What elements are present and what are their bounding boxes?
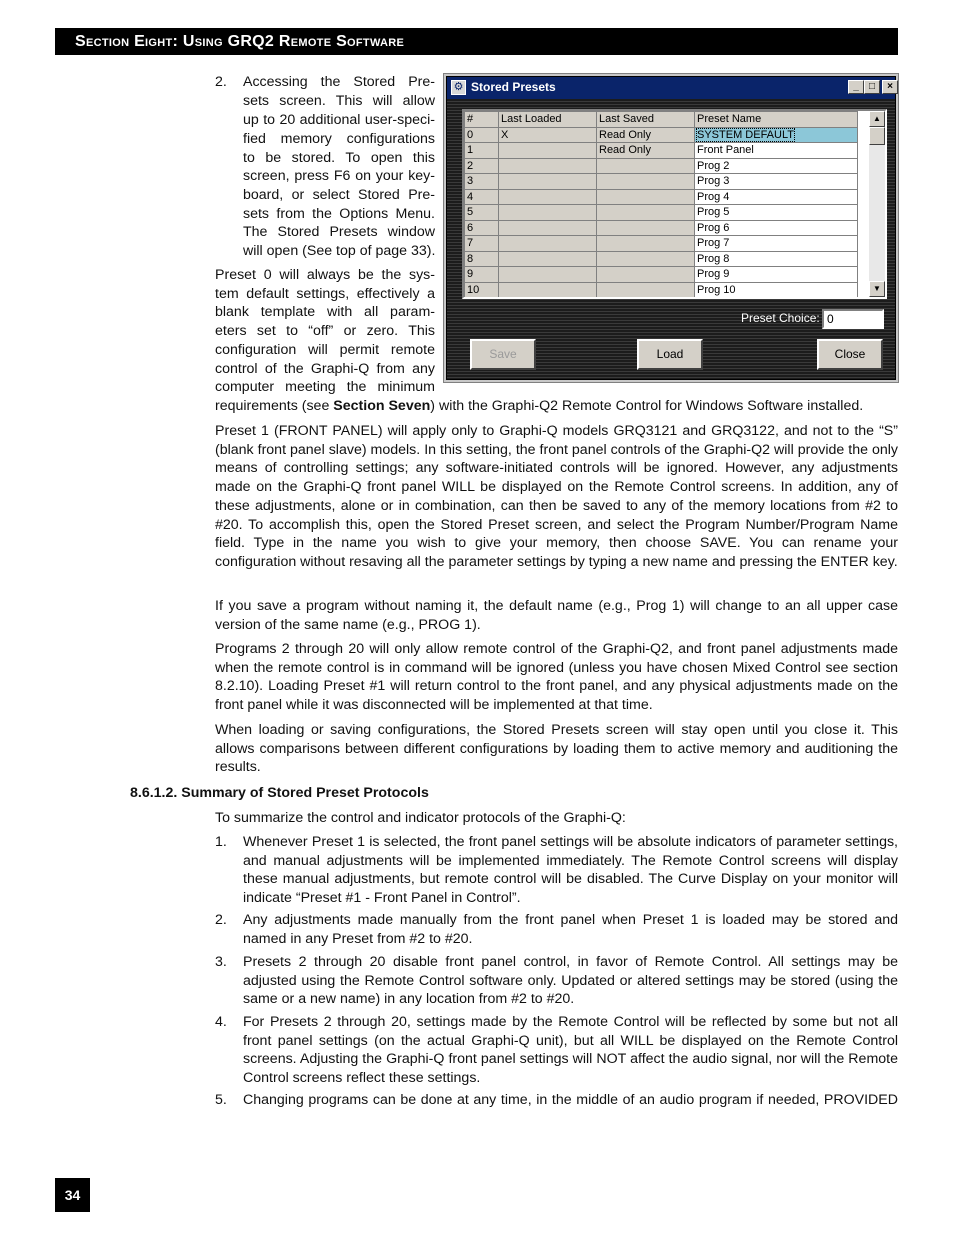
table-body	[465, 127, 858, 298]
preset0-line: eters set to “off” or zero. This	[215, 323, 435, 339]
window-body	[447, 77, 895, 379]
paragraph-naming: If you save a program without naming it, the default name (e.g., Prog 1) will change to an all upper case version of the same name (e.g., PROG 1).	[215, 598, 898, 633]
col-header-number[interactable]: #	[465, 112, 499, 128]
intro-line: sets from the Options Menu.	[243, 206, 435, 222]
list-item-number: 1.	[215, 834, 227, 850]
stored-presets-window	[444, 74, 898, 382]
cell-preset-name[interactable]	[695, 220, 858, 236]
intro-line: The Stored Presets window	[243, 224, 435, 240]
preset0-line: control of the Graphi-Q from any	[215, 361, 435, 377]
intro-line: fied memory configurations	[243, 131, 435, 147]
preset-name-text: Prog 7	[697, 237, 730, 250]
scroll-down-icon[interactable]: ▼	[869, 281, 885, 297]
cell-preset-name[interactable]	[695, 127, 858, 143]
table-row[interactable]	[465, 158, 858, 174]
preset-name-text: Prog 9	[697, 268, 730, 281]
presets-table	[464, 111, 858, 298]
preset0-tail-after: ) with the Graphi-Q2 Remote Control for Windows Software installed.	[430, 398, 864, 414]
preset0-tail	[215, 397, 898, 416]
cell-preset-name[interactable]	[695, 143, 858, 159]
cell-number[interactable]: 3	[465, 174, 499, 190]
table-header-row	[465, 112, 858, 128]
cell-number[interactable]: 4	[465, 189, 499, 205]
preset-name-text: Prog 8	[697, 252, 730, 265]
subsection-intro: To summarize the control and indicator protocols of the Graphi-Q:	[215, 810, 626, 826]
preset0-line: Preset 0 will always be the sys-	[215, 267, 435, 283]
table-row[interactable]	[465, 205, 858, 221]
cell-preset-name[interactable]	[695, 267, 858, 283]
preset-choice-input[interactable]	[822, 309, 884, 329]
cell-last-saved[interactable]	[597, 267, 695, 283]
cell-last-loaded[interactable]	[499, 205, 597, 221]
page-number: 34	[55, 1178, 90, 1212]
preset-name-text: Front Panel	[697, 144, 754, 157]
cell-number[interactable]: 2	[465, 158, 499, 174]
cell-preset-name[interactable]	[695, 189, 858, 205]
save-button[interactable]: Save	[470, 339, 536, 370]
list-item: Changing programs can be done at any time, in the middle of an audio program if needed, PROVIDED	[243, 1092, 898, 1108]
cell-last-saved[interactable]	[597, 236, 695, 252]
col-header-preset-name[interactable]: Preset Name	[695, 112, 858, 128]
cell-last-loaded[interactable]	[499, 189, 597, 205]
cell-last-loaded[interactable]	[499, 251, 597, 267]
paragraph-preset1: Preset 1 (FRONT PANEL) will apply only to Graphi-Q models GRQ3121 and GRQ3122, and not to the “S” (blank front panel slave) models. In this setting, the front panel controls of the Graphi-Q2 will provide the only means of controlling settings; any software-initiated controls will be ignored. However, any adjustments made on the Graphi-Q front panel WILL be displayed on the Remote Control screens. In addition, any of these adjustments, alone or in combination, can then be saved to any of the memory locations from #2 to #20. To accomplish this, open the Stored Preset screen, and select the Program Number/Program Name field. Type in the name you wish to give your memory, then choose SAVE. You can rename your configuration without resaving all the parameter settings by typing a new name and pressing the ENTER key.	[215, 423, 898, 570]
preset0-line: computer meeting the minimum	[215, 379, 435, 395]
intro-line: Accessing the Stored Pre-	[243, 74, 435, 90]
load-button[interactable]: Load	[637, 339, 703, 370]
section-header-bar	[55, 28, 898, 55]
list-item: Whenever Preset 1 is selected, the front panel settings will be absolute indicators of parameter settings, and manual adjustments will be implemented immediately. The Remote Control screens will display these manual adjustments, but remote control will be disabled. The Curve Display on your monitor will indicate “Preset #1 - Front Panel in Control”.	[243, 834, 898, 907]
scroll-thumb[interactable]	[869, 127, 885, 145]
intro-line: will open (See top of page 33).	[243, 243, 436, 259]
cell-last-saved[interactable]	[597, 189, 695, 205]
cell-last-loaded[interactable]	[499, 220, 597, 236]
scroll-up-icon[interactable]: ▲	[869, 111, 885, 127]
section-title: Section Eight: Using GRQ2 Remote Software	[75, 33, 405, 50]
preset0-tail-before: requirements (see	[215, 398, 334, 414]
table-row[interactable]	[465, 251, 858, 267]
cell-last-saved[interactable]	[597, 205, 695, 221]
cell-last-loaded[interactable]	[499, 143, 597, 159]
preset-choice-label: Preset Choice:	[741, 311, 820, 325]
cell-last-saved[interactable]	[597, 282, 695, 298]
cell-number[interactable]: 8	[465, 251, 499, 267]
table-row[interactable]	[465, 236, 858, 252]
preset-name-text: Prog 5	[697, 206, 730, 219]
table-row[interactable]	[465, 282, 858, 298]
window-title: Stored Presets	[471, 80, 556, 94]
preset-name-text: Prog 10	[697, 283, 736, 296]
cell-number[interactable]: 10	[465, 282, 499, 298]
intro-line: screen, press F6 on your key-	[243, 168, 435, 184]
cell-preset-name[interactable]	[695, 282, 858, 298]
preset-name-text: Prog 2	[697, 159, 730, 172]
presets-grid[interactable]	[462, 109, 887, 299]
cell-last-saved[interactable]	[597, 220, 695, 236]
cell-preset-name[interactable]	[695, 174, 858, 190]
paragraph-loading: When loading or saving configurations, the Stored Presets screen will stay open until you close it. This allows comparisons between different configurations by loading them to active memory and auditioning the results.	[215, 722, 898, 776]
maximize-button[interactable]: □	[864, 80, 880, 94]
table-row[interactable]	[465, 267, 858, 283]
intro-line: up to 20 additional user-speci-	[243, 112, 435, 128]
preset-name-text: Prog 4	[697, 190, 730, 203]
cell-number[interactable]: 1	[465, 143, 499, 159]
cell-last-loaded[interactable]	[499, 282, 597, 298]
preset0-line: tem default settings, effectively a	[215, 286, 435, 302]
col-header-last-saved[interactable]: Last Saved	[597, 112, 695, 128]
list-item-number: 3.	[215, 954, 227, 970]
section-seven-reference: Section Seven	[333, 398, 431, 414]
cell-number[interactable]: 7	[465, 236, 499, 252]
cell-number[interactable]: 5	[465, 205, 499, 221]
list-item: For Presets 2 through 20, settings made by the Remote Control will be reflected by some but not all front panel settings (on the actual Graphi-Q unit), but all WILL be displayed on the Remote Control screens. Adjusting the Graphi-Q front panel settings will NOT affect the audio signal, nor will the Remote Control screens reflect these settings.	[243, 1014, 898, 1087]
list-item-number: 4.	[215, 1014, 227, 1030]
cell-last-saved[interactable]: Read Only	[597, 143, 695, 159]
intro-line: to be stored. To open this	[243, 150, 435, 166]
cell-last-loaded[interactable]	[499, 236, 597, 252]
intro-item-number: 2.	[215, 74, 227, 90]
table-row[interactable]	[465, 189, 858, 205]
cell-preset-name[interactable]	[695, 205, 858, 221]
preset0-line: configuration will permit remote	[215, 342, 435, 358]
minimize-button[interactable]: _	[848, 80, 864, 94]
table-row[interactable]	[465, 174, 858, 190]
paragraph-programs: Programs 2 through 20 will only allow remote control of the Graphi-Q2, and front panel adjustments made when the remote control is in command will be ignored (unless you have chosen Mixed Control see section 8.2.10). Loading Preset #1 will return control to the front panel, and any physical adjustments made on the front panel while it was disconnected will be implemented at that time.	[215, 641, 898, 714]
close-button[interactable]: Close	[817, 339, 883, 370]
intro-line: board, or select Stored Pre-	[243, 187, 435, 203]
vertical-scrollbar[interactable]	[869, 111, 885, 297]
preset-name-text: Prog 6	[697, 221, 730, 234]
col-header-last-loaded[interactable]: Last Loaded	[499, 112, 597, 128]
cell-last-loaded[interactable]	[499, 158, 597, 174]
cell-last-saved[interactable]	[597, 174, 695, 190]
cell-preset-name[interactable]	[695, 251, 858, 267]
cell-number[interactable]: 9	[465, 267, 499, 283]
subsection-heading: 8.6.1.2. Summary of Stored Preset Protocols	[130, 785, 429, 801]
cell-last-loaded[interactable]	[499, 174, 597, 190]
list-item-number: 2.	[215, 912, 227, 928]
list-item: Presets 2 through 20 disable front panel control, in favor of Remote Control. All settings may be adjusted using the Remote Control software only. Updated or altered settings may be stored (using the same or a new name) in any location from #2 to #20.	[243, 954, 898, 1008]
cell-number[interactable]: 0	[465, 127, 499, 143]
preset-name-text: Prog 3	[697, 175, 730, 188]
table-row[interactable]	[465, 143, 858, 159]
cell-last-loaded[interactable]: X	[499, 127, 597, 143]
cell-last-saved[interactable]	[597, 158, 695, 174]
close-window-button[interactable]: ×	[882, 80, 898, 94]
cell-preset-name[interactable]	[695, 236, 858, 252]
intro-line: sets screen. This will allow	[243, 93, 435, 109]
list-item-number: 5.	[215, 1092, 227, 1108]
cell-number[interactable]: 6	[465, 220, 499, 236]
preset-name-text: SYSTEM DEFAULT	[697, 128, 794, 141]
cell-last-saved[interactable]	[597, 251, 695, 267]
table-row[interactable]	[465, 127, 858, 143]
list-item: Any adjustments made manually from the front panel when Preset 1 is loaded may be stored and named in any Preset from #2 to #20.	[243, 912, 898, 947]
cell-preset-name[interactable]	[695, 158, 858, 174]
cell-last-saved[interactable]: Read Only	[597, 127, 695, 143]
app-icon[interactable]: ⚙	[451, 80, 466, 95]
cell-last-loaded[interactable]	[499, 267, 597, 283]
preset0-line: blank template with all param-	[215, 304, 435, 320]
table-row[interactable]	[465, 220, 858, 236]
window-titlebar[interactable]	[447, 77, 895, 99]
